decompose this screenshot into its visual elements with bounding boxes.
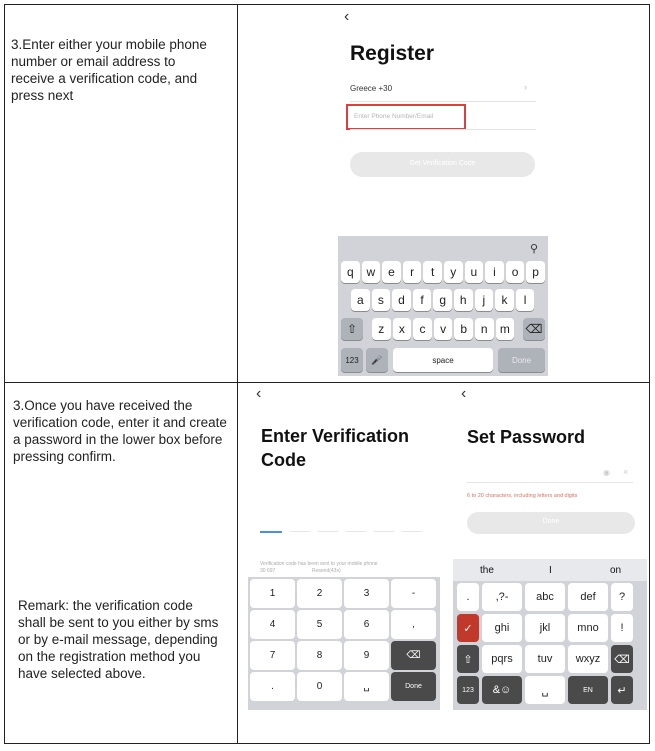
qwerty-keyboard (338, 236, 548, 376)
t9-key[interactable]: ⌫ (611, 645, 633, 673)
table-border-right (649, 4, 650, 744)
country-selector[interactable]: Greece +30 (350, 84, 393, 93)
set-password-title: Set Password (467, 427, 586, 447)
t9-key[interactable]: ,?- (482, 583, 522, 611)
password-screen (453, 385, 647, 710)
t9-key[interactable]: ? (611, 583, 633, 611)
key-a[interactable]: a (351, 289, 370, 311)
key-c[interactable]: c (413, 318, 432, 340)
numpad-key[interactable]: 7 (250, 641, 295, 670)
key-w[interactable]: w (362, 261, 381, 283)
key-k[interactable]: k (495, 289, 514, 311)
password-done-button[interactable] (467, 512, 635, 534)
done-key[interactable]: Done (498, 348, 545, 372)
keyboard-row-1 (341, 261, 545, 283)
key-n[interactable]: n (475, 318, 494, 340)
table-border-middle (4, 382, 650, 383)
key-z[interactable]: z (372, 318, 391, 340)
keyboard-row-2 (351, 289, 534, 311)
t9-key[interactable]: pqrs (482, 645, 522, 673)
suggestion-bar (453, 559, 647, 581)
suggestion-2[interactable]: I (549, 565, 552, 576)
back-icon[interactable]: ‹ (461, 385, 467, 402)
numpad-key[interactable]: 3 (344, 579, 389, 608)
key-i[interactable]: i (485, 261, 504, 283)
space-key[interactable]: space (393, 348, 493, 372)
key-r[interactable]: r (403, 261, 422, 283)
table-border-top (4, 4, 650, 5)
key-j[interactable]: j (475, 289, 494, 311)
get-code-button[interactable] (350, 152, 535, 177)
clear-icon[interactable]: × (623, 467, 629, 477)
numpad-key[interactable]: 1 (250, 579, 295, 608)
register-title: Register (350, 42, 435, 65)
t9-key[interactable]: ↵ (611, 676, 633, 704)
suggestion-3[interactable]: on (610, 565, 622, 576)
numeric-keypad (248, 577, 440, 710)
input-underline (350, 129, 536, 130)
keyboard-row-3 (372, 318, 514, 340)
key-v[interactable]: v (434, 318, 453, 340)
table-border-divider (237, 4, 238, 744)
key-f[interactable]: f (413, 289, 432, 311)
microphone-icon[interactable]: 🎤 (366, 348, 388, 372)
back-icon[interactable]: ‹ (256, 385, 262, 402)
t9-key[interactable]: ! (611, 614, 633, 642)
t9-key[interactable]: 123 (457, 676, 479, 704)
key-s[interactable]: s (372, 289, 391, 311)
table-border-bottom (4, 743, 650, 744)
numpad-key[interactable]: . (250, 672, 295, 701)
t9-key[interactable]: tuv (525, 645, 565, 673)
resend-timer[interactable]: Resend(43s) (312, 568, 341, 574)
phone-email-input[interactable] (346, 104, 466, 130)
numpad-key[interactable]: Done (391, 672, 436, 701)
table-border-left (4, 4, 5, 744)
password-done-label: Done (542, 518, 560, 525)
key-x[interactable]: x (393, 318, 412, 340)
key-d[interactable]: d (392, 289, 411, 311)
verification-title-line1: Enter Verification (261, 426, 410, 446)
get-code-label: Get Verification Code (409, 160, 476, 167)
chevron-right-icon: › (524, 82, 527, 92)
password-underline (467, 482, 633, 483)
phone-email-placeholder: Enter Phone Number/Email (354, 113, 434, 120)
numpad-key[interactable]: ␣ (344, 672, 389, 701)
t9-key[interactable]: EN (568, 676, 608, 704)
numbers-key[interactable]: 123 (341, 348, 363, 372)
key-icon: ⚲ (530, 243, 539, 255)
t9-key[interactable]: &☺ (482, 676, 522, 704)
code-digit-slots[interactable] (260, 531, 435, 533)
register-screen (338, 6, 548, 378)
t9-key[interactable]: jkl (525, 614, 565, 642)
t9-key[interactable]: ✓ (457, 614, 479, 642)
code-sent-number: 30 697 (260, 568, 276, 574)
key-m[interactable]: m (496, 318, 515, 340)
verification-title-line2: Code (261, 450, 306, 470)
key-e[interactable]: e (382, 261, 401, 283)
t9-key[interactable]: wxyz (568, 645, 608, 673)
numpad-key[interactable]: 8 (297, 641, 342, 670)
numpad-key[interactable]: 9 (344, 641, 389, 670)
t9-keyboard (453, 559, 647, 710)
key-h[interactable]: h (454, 289, 473, 311)
t9-key[interactable]: def (568, 583, 608, 611)
numpad-key[interactable]: 4 (250, 610, 295, 639)
numpad-key[interactable]: 2 (297, 579, 342, 608)
country-underline (350, 101, 536, 102)
t9-key[interactable]: ⇧ (457, 645, 479, 673)
t9-key[interactable]: . (457, 583, 479, 611)
back-icon[interactable]: ‹ (344, 8, 350, 25)
key-l[interactable]: l (516, 289, 535, 311)
key-o[interactable]: o (506, 261, 525, 283)
code-sent-text: Verification code has been sent to your mobile phone (260, 561, 378, 567)
numpad-key[interactable]: 6 (344, 610, 389, 639)
key-u[interactable]: u (465, 261, 484, 283)
backspace-key[interactable]: ⌫ (523, 318, 545, 340)
instruction-text-1: 3.Enter either your mobile phone number or email address to receive a verification code, and press next (11, 37, 207, 103)
suggestion-1[interactable]: the (480, 565, 494, 576)
key-g[interactable]: g (433, 289, 452, 311)
t9-key[interactable]: mno (568, 614, 608, 642)
shift-key[interactable]: ⇧ (341, 318, 363, 340)
password-hint: 6 to 20 characters, including letters and digits (467, 493, 578, 499)
eye-icon[interactable]: ◉ (603, 468, 610, 477)
verification-screen (248, 385, 440, 710)
numpad-key[interactable]: - (391, 579, 436, 608)
remark-text: Remark: the verification code shall be sent to you either by sms or by e-mail message, depending on the registration method you have selected above. (18, 598, 219, 681)
key-b[interactable]: b (454, 318, 473, 340)
key-y[interactable]: y (444, 261, 463, 283)
t9-key[interactable]: ghi (482, 614, 522, 642)
numpad-key[interactable]: , (391, 610, 436, 639)
numpad-key[interactable]: ⌫ (391, 641, 436, 670)
key-t[interactable]: t (423, 261, 442, 283)
t9-key[interactable]: abc (525, 583, 565, 611)
instruction-text-2: 3.Once you have received the verification code, enter it and create a password in the lower box before pressing confirm. (13, 398, 227, 464)
key-p[interactable]: p (526, 261, 545, 283)
t9-key[interactable]: ␣ (525, 676, 565, 704)
key-q[interactable]: q (341, 261, 360, 283)
numpad-key[interactable]: 5 (297, 610, 342, 639)
numpad-key[interactable]: 0 (297, 672, 342, 701)
